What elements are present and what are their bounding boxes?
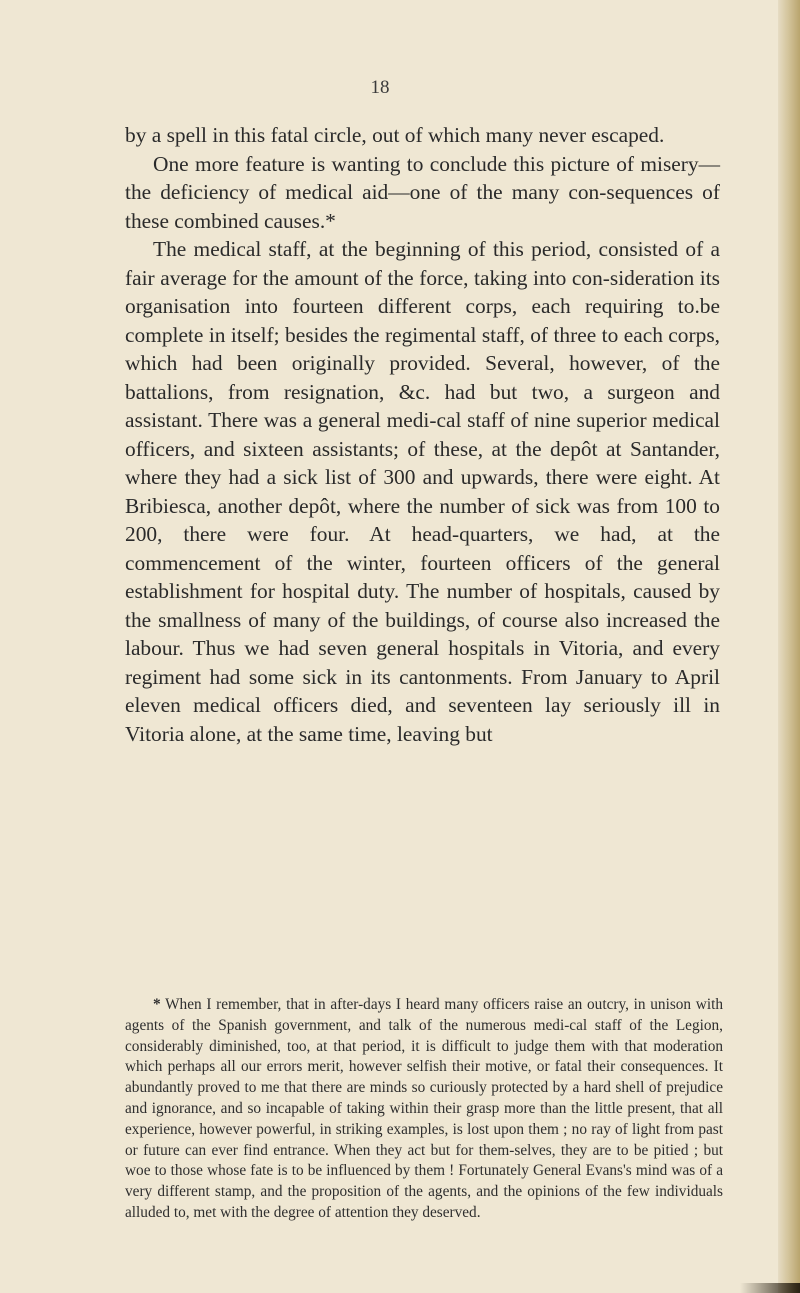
footnote bbox=[125, 995, 723, 1224]
footnote-marker: * bbox=[153, 996, 161, 1013]
page-number: 18 bbox=[370, 77, 390, 98]
paragraph-medical-aid: One more feature is wanting to conclude this picture of misery—the deficiency of medical aid—one of the many con-sequences of these combined causes.* bbox=[125, 151, 720, 233]
paragraph-continued: by a spell in this fatal circle, out of which many never escaped. bbox=[125, 123, 665, 147]
page-edge-shadow bbox=[778, 0, 800, 1293]
paragraph-medical-staff: The medical staff, at the beginning of this period, consisted of a fair average for the amount of the force, taking into con-sideration its organisation into fourteen different corps, each requiring to.be complete in itself; besides the regimental staff, of three to each corps, which had been originally provided. Several, however, of the battalions, from resignation, &c. had but two, a surgeon and assistant. There was a general medi-cal staff of nine superior medical officers, and sixteen assistants; of these, at the depôt at Santander, where they had a sick list of 300 and upwards, there were eight. At Bribiesca, another depôt, where the number of sick was from 100 to 200, there were four. At head-quarters, we had, at the commencement of the winter, fourteen officers of the general establishment for hospital duty. The number of hospitals, caused by the smallness of many of the buildings, of course also increased the labour. Thus we had seven general hospitals in Vitoria, and every regiment had some sick in its cantonments. From January to April eleven medical officers died, and seventeen lay seriously ill in Vitoria alone, at the same time, leaving but bbox=[125, 237, 720, 746]
main-text bbox=[125, 121, 720, 748]
footnote-text: When I remember, that in after-days I heard many officers raise an outcry, in unison with agents of the Spanish government, and talk of the numerous medi-cal staff of the Legion, considerably diminished, too, at that period, it is difficult to judge them with that moderation which perhaps all our errors merit, however selfish their motive, or fatal their consequences. It abundantly proved to me that there are minds so curiously protected by a hard shell of prejudice and ignorance, and so incapable of taking within their grasp more than the little present, that all experience, however powerful, in striking examples, is lost upon them ; no ray of light from past or future can ever find entrance. When they act but for them-selves, they are to be pitied ; but woe to those whose fate is to be influenced by them ! Fortunately General Evans's mind was of a very different stamp, and the proposition of the agents, and the opinions of the few individuals alluded to, met with the degree of attention they deserved. bbox=[125, 996, 723, 1221]
page-corner-shadow bbox=[740, 1283, 800, 1293]
